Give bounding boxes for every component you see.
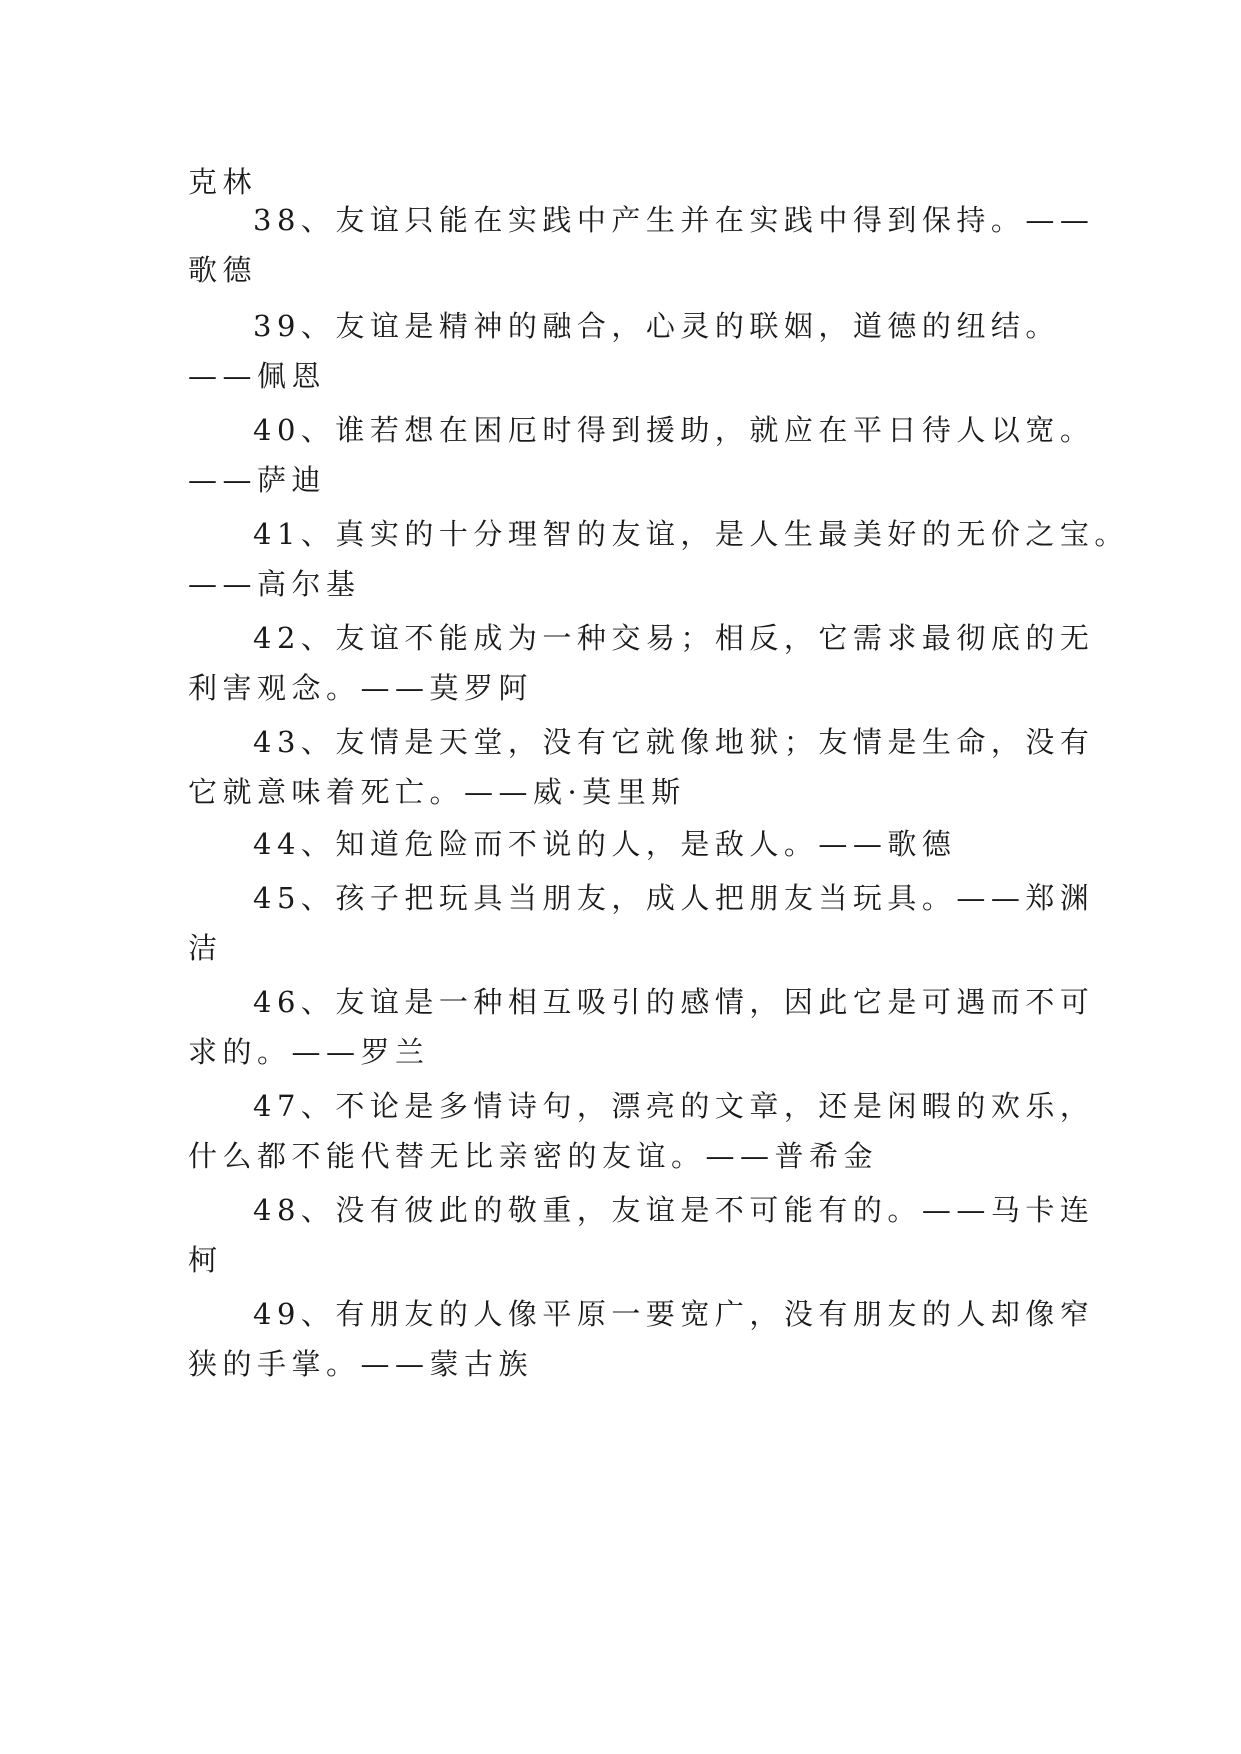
quote-47-line-2: 什么都不能代替无比亲密的友谊。——普希金: [188, 1139, 879, 1173]
quote-49-line-2: 狭的手掌。——蒙古族: [188, 1347, 534, 1381]
quote-39-line-1: 39、友谊是精神的融合，心灵的联姻，道德的纽结。: [253, 309, 1060, 343]
quote-38-line-2: 歌德: [188, 253, 258, 287]
quote-39-line-2: ——佩恩: [188, 359, 327, 393]
quote-48-line-2: 柯: [188, 1243, 223, 1277]
quote-46-line-2: 求的。——罗兰: [188, 1035, 430, 1069]
quote-41-line-1: 41、真实的十分理智的友谊，是人生最美好的无价之宝。: [253, 517, 1129, 551]
quote-48-line-1: 48、没有彼此的敬重，友谊是不可能有的。——马卡连: [253, 1193, 1095, 1227]
quote-42-line-2: 利害观念。——莫罗阿: [188, 671, 534, 705]
quote-41-line-2: ——高尔基: [188, 567, 361, 601]
text-line: 克林: [188, 165, 258, 199]
quote-40-line-1: 40、谁若想在困厄时得到援助，就应在平日待人以宽。: [253, 413, 1095, 447]
quote-47-line-1: 47、不论是多情诗句，漂亮的文章，还是闲暇的欢乐，: [253, 1089, 1095, 1123]
quote-43-line-1: 43、友情是天堂，没有它就像地狱；友情是生命，没有: [253, 725, 1095, 759]
quote-43-line-2: 它就意味着死亡。——威·莫里斯: [188, 775, 686, 809]
quote-40-line-2: ——萨迪: [188, 463, 327, 497]
quote-49-line-1: 49、有朋友的人像平原一要宽广，没有朋友的人却像窄: [253, 1297, 1095, 1331]
quote-44-line-1: 44、知道危险而不说的人，是敌人。——歌德: [253, 827, 957, 861]
quote-45-line-1: 45、孩子把玩具当朋友，成人把朋友当玩具。——郑渊: [253, 881, 1095, 915]
quote-45-line-2: 洁: [188, 931, 223, 965]
quote-38-line-1: 38、友谊只能在实践中产生并在实践中得到保持。——: [253, 203, 1095, 237]
quote-46-line-1: 46、友谊是一种相互吸引的感情，因此它是可遇而不可: [253, 985, 1095, 1019]
quote-42-line-1: 42、友谊不能成为一种交易；相反，它需求最彻底的无: [253, 621, 1095, 655]
